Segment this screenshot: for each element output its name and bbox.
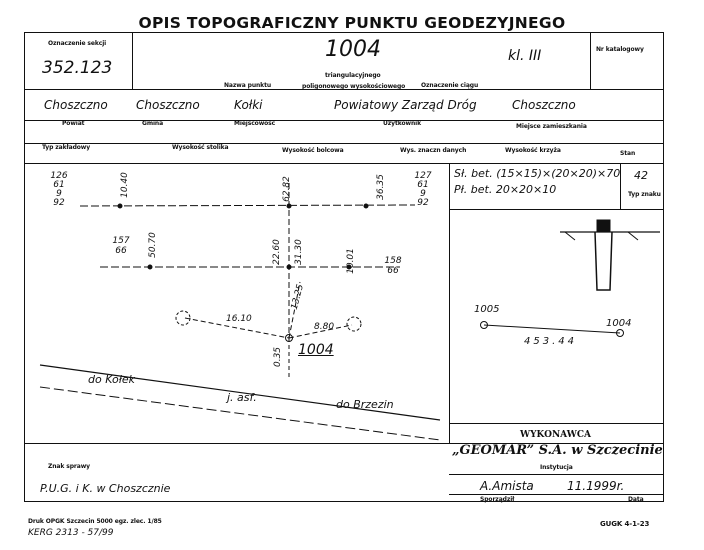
state-label: Stan (620, 150, 636, 157)
pt-top-right-sub: 9 (420, 189, 426, 199)
dist-top-left: 10.40 (119, 172, 130, 198)
locality-value: Kołki (234, 98, 263, 112)
point-name-label: Nazwa punktu (224, 82, 272, 89)
contractor-name: „GEOMAR” S.A. w Szczecinie (452, 443, 663, 458)
sketch-point-label: 1004 (298, 342, 334, 358)
date-value: 11.1999r. (567, 479, 625, 493)
dist-down: 0.35 (273, 346, 284, 368)
kerg-number: KERG 2313 - 57/99 (28, 528, 114, 538)
user-label: Użytkownik (383, 120, 421, 127)
locality-label: Miejscowość (234, 120, 276, 127)
dist-vert-mid2: 31.30 (293, 239, 304, 265)
date-label: Data (628, 496, 644, 503)
district-label: Powiat (62, 120, 85, 127)
row-divider (449, 474, 664, 475)
contractor-label: WYKONAWCA (520, 430, 591, 440)
document-title: OPIS TOPOGRAFICZNY PUNKTU GEODEZYJNEGO (138, 14, 566, 32)
pt-top-right-top: 127 (414, 171, 432, 181)
pt-top-left-top: 126 (50, 171, 68, 181)
pt-top-left-label (50, 172, 68, 208)
road-right-label: do Brzezin (336, 398, 394, 411)
print-note: Druk OPGK Szczecin 5000 egz. zlec. 1/85 (28, 518, 162, 525)
district-value: Choszczno (44, 98, 108, 112)
dist-vert-top: 62.82 (281, 176, 292, 202)
stabilization-plate: Pł. bet. 20×20×10 (454, 183, 557, 196)
bolt-height-label: Wysokość bolcowa (282, 147, 344, 154)
case-mark-label: Znak sprawy (48, 463, 90, 470)
type-label: Typ zakładowy (42, 144, 91, 151)
pt-mid-left-bot: 66 (115, 246, 127, 256)
commune-label: Gmina (142, 120, 164, 127)
dist-mid-left: 50.70 (147, 232, 158, 258)
user-value: Powiatowy Zarząd Dróg (334, 98, 477, 112)
dist-top-right: 36.35 (375, 174, 386, 200)
pt-mid-right-bot: 66 (387, 266, 399, 276)
form-code: GUGK 4-1-23 (600, 520, 650, 528)
pt-mid-right-top: 158 (384, 256, 402, 266)
prepared-by: A.Amista (480, 479, 534, 493)
case-mark: P.U.G. i K. w Choszcznie (40, 482, 171, 495)
dist-right-circle: 8.80 (314, 322, 335, 332)
institution-label: Instytucja (540, 464, 573, 471)
pt-mid-left-label (112, 236, 130, 256)
point-type-2: poligonowego wysokościowego (302, 83, 406, 90)
road-left-label: do Kołek (88, 373, 136, 386)
table-height-label: Wysokość stolika (172, 144, 229, 151)
point-type-1: triangulacyjnego (325, 72, 381, 79)
pt-mid-right-label (384, 256, 402, 276)
prepared-by-label: Sporządził (480, 496, 515, 503)
point-class: kl. III (508, 48, 542, 64)
catalog-number-label: Nr katalogowy (596, 46, 644, 53)
survey-point-a: 1005 (474, 304, 500, 315)
pt-top-left-sub: 9 (56, 189, 62, 199)
residence-value: Choszczno (512, 98, 576, 112)
sign-height-label: Wys. znaczn danych (400, 147, 467, 154)
residence-label: Miejsce zamieszkania (516, 123, 587, 130)
dist-13: 13.25 (289, 283, 307, 311)
survey-point-b: 1004 (606, 318, 632, 329)
sequence-label: Oznaczenie ciągu (421, 82, 479, 89)
stabilization-pillar: Sł. bet. (15×15)×(20×20)×70 (454, 167, 621, 180)
section-label: Oznaczenie sekcji (48, 40, 107, 47)
pt-top-right-bot: 92 (417, 198, 429, 208)
point-number: 1004 (325, 37, 381, 62)
commune-value: Choszczno (136, 98, 200, 112)
road-surface-label: j. asf. (227, 391, 257, 404)
dist-mid-right: 10.01 (345, 248, 356, 274)
sign-type-label: Typ znaku (628, 191, 661, 198)
pt-top-left-bot: 92 (53, 198, 65, 208)
dist-vert-mid: 22.60 (271, 239, 282, 265)
pt-top-right-label (414, 172, 432, 208)
cross-height-label: Wysokość krzyża (505, 147, 561, 154)
survey-distance: 453.44 (524, 336, 577, 347)
pt-top-right-mid: 61 (417, 180, 429, 190)
row-divider (449, 494, 664, 495)
pt-top-left-mid: 61 (53, 180, 65, 190)
sign-type-number: 42 (634, 169, 648, 182)
pt-mid-left-top: 157 (112, 236, 130, 246)
dist-left-circle: 16.10 (226, 314, 252, 324)
section-value: 352.123 (42, 58, 113, 78)
